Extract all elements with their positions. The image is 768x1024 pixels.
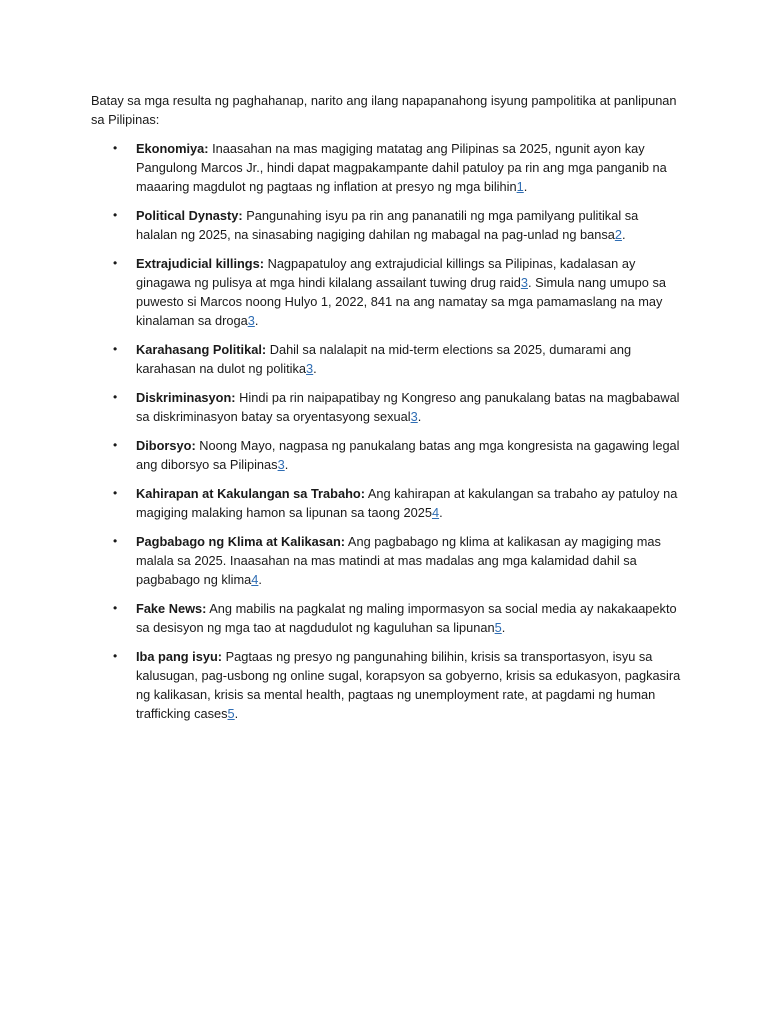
issue-term: Fake News: (136, 601, 207, 616)
citation-link[interactable]: 3 (520, 275, 528, 290)
citation-link[interactable]: 3 (247, 313, 255, 328)
citation-link[interactable]: 5 (227, 706, 235, 721)
issue-term: Ekonomiya: (136, 141, 209, 156)
issue-text: Pagtaas ng presyo ng pangunahing bilihin, krisis sa transportasyon, isyu sa kalusugan, pag-usbong ng online sugal, korapsyon sa gobyerno, krisis sa edukasyon, pagkasira ng kalikasan, krisis sa mental health, pagtaas ng unemployment rate, at pagdami ng human trafficking cases (136, 649, 681, 721)
bullet-icon: • (113, 486, 118, 500)
issue-text: . (621, 227, 626, 242)
list-item (91, 599, 681, 637)
bullet-icon: • (113, 256, 118, 270)
citation-link[interactable]: 5 (494, 620, 502, 635)
issue-text: Ang kahirapan at kakulangan sa trabaho ay patuloy na magiging malaking hamon sa lipunan sa taong 2025 (136, 486, 678, 520)
citation-link[interactable]: 1 (516, 179, 524, 194)
issue-text: Ang pagbabago ng klima at kalikasan ay magiging mas malala sa 2025. Inaasahan na mas matindi at mas madalas ang mga kalamidad dahil sa pagbabago ng klima (136, 534, 661, 587)
bullet-icon: • (113, 649, 118, 663)
citation-link[interactable]: 2 (614, 227, 622, 242)
issue-text: Nagpapatuloy ang extrajudicial killings sa Pilipinas, kadalasan ay ginagawa ng pulisya at mga hindi kilalang assailant tuwing drug raid (136, 256, 636, 290)
bullet-icon: • (113, 141, 118, 155)
issue-text: Pangunahing isyu pa rin ang pananatili ng mga pamilyang pulitikal sa halalan ng 2025, na sinasabing nagiging dahilan ng mabagal na pag-unlad ng bansa (136, 208, 639, 242)
issue-text: . (501, 620, 506, 635)
list-item (91, 532, 681, 589)
issue-term: Iba pang isyu: (136, 649, 223, 664)
issue-text: Hindi pa rin naipapatibay ng Kongreso ang panukalang batas na magbabawal sa diskriminasyon batay sa oryentasyong sexual (136, 390, 680, 424)
issue-term: Extrajudicial killings: (136, 256, 265, 271)
bullet-icon: • (113, 208, 118, 222)
citation-link[interactable]: 3 (306, 361, 314, 376)
issue-text: . Simula nang umupo sa puwesto si Marcos noong Hulyo 1, 2022, 841 na ang namatay sa mga pamamaslang na may kinalaman sa droga (136, 275, 666, 328)
issue-text: Dahil sa nalalapit na mid-term elections sa 2025, dumarami ang karahasan na dulot ng politika (136, 342, 632, 376)
list-item (91, 340, 681, 378)
bullet-icon: • (113, 390, 118, 404)
issue-text: Noong Mayo, nagpasa ng panukalang batas ang mga kongresista na gagawing legal ang diborsyo sa Pilipinas (136, 438, 680, 472)
issue-text: . (313, 361, 317, 376)
issues-list (91, 139, 681, 723)
list-item (91, 388, 681, 426)
issue-text: . (523, 179, 528, 194)
issue-term: Diborsyo: (136, 438, 196, 453)
issue-term: Kahirapan at Kakulangan sa Trabaho: (136, 486, 365, 501)
issue-text: . (417, 409, 422, 424)
issue-term: Karahasang Politikal: (136, 342, 267, 357)
citation-link[interactable]: 4 (251, 572, 259, 587)
bullet-icon: • (113, 534, 118, 548)
bullet-icon: • (113, 601, 118, 615)
bullet-icon: • (113, 342, 118, 356)
issue-text: . (234, 706, 239, 721)
list-item (91, 254, 681, 330)
issue-text: Ang mabilis na pagkalat ng maling impormasyon sa social media ay nakakaapekto sa desisyon ng mga tao at nagdudulot ng kaguluhan sa lipunan (136, 601, 677, 635)
citation-link[interactable]: 3 (277, 457, 285, 472)
issue-text: . (254, 313, 259, 328)
issue-term: Diskriminasyon: (136, 390, 236, 405)
bullet-icon: • (113, 438, 118, 452)
issue-text: . (439, 505, 443, 520)
issue-term: Pagbabago ng Klima at Kalikasan: (136, 534, 346, 549)
issue-text: Inaasahan na mas magiging matatag ang Pilipinas sa 2025, ngunit ayon kay Pangulong Marcos Jr., hindi dapat magpakampante dahil patuloy pa rin ang mga panganib na maaaring magdulot ng pagtaas ng inflation at presyo ng mga bilihin (136, 141, 667, 194)
list-item (91, 647, 681, 723)
issue-text: . (258, 572, 262, 587)
list-item (91, 206, 681, 244)
intro-paragraph: Batay sa mga resulta ng paghahanap, narito ang ilang napapanahong isyung pampolitika at panlipunan sa Pilipinas: (91, 93, 677, 127)
list-item (91, 436, 681, 474)
citation-link[interactable]: 3 (410, 409, 418, 424)
issue-text: . (284, 457, 289, 472)
list-item (91, 139, 681, 196)
document-page (91, 91, 681, 733)
issue-term: Political Dynasty: (136, 208, 243, 223)
list-item (91, 484, 681, 522)
citation-link[interactable]: 4 (431, 505, 440, 520)
